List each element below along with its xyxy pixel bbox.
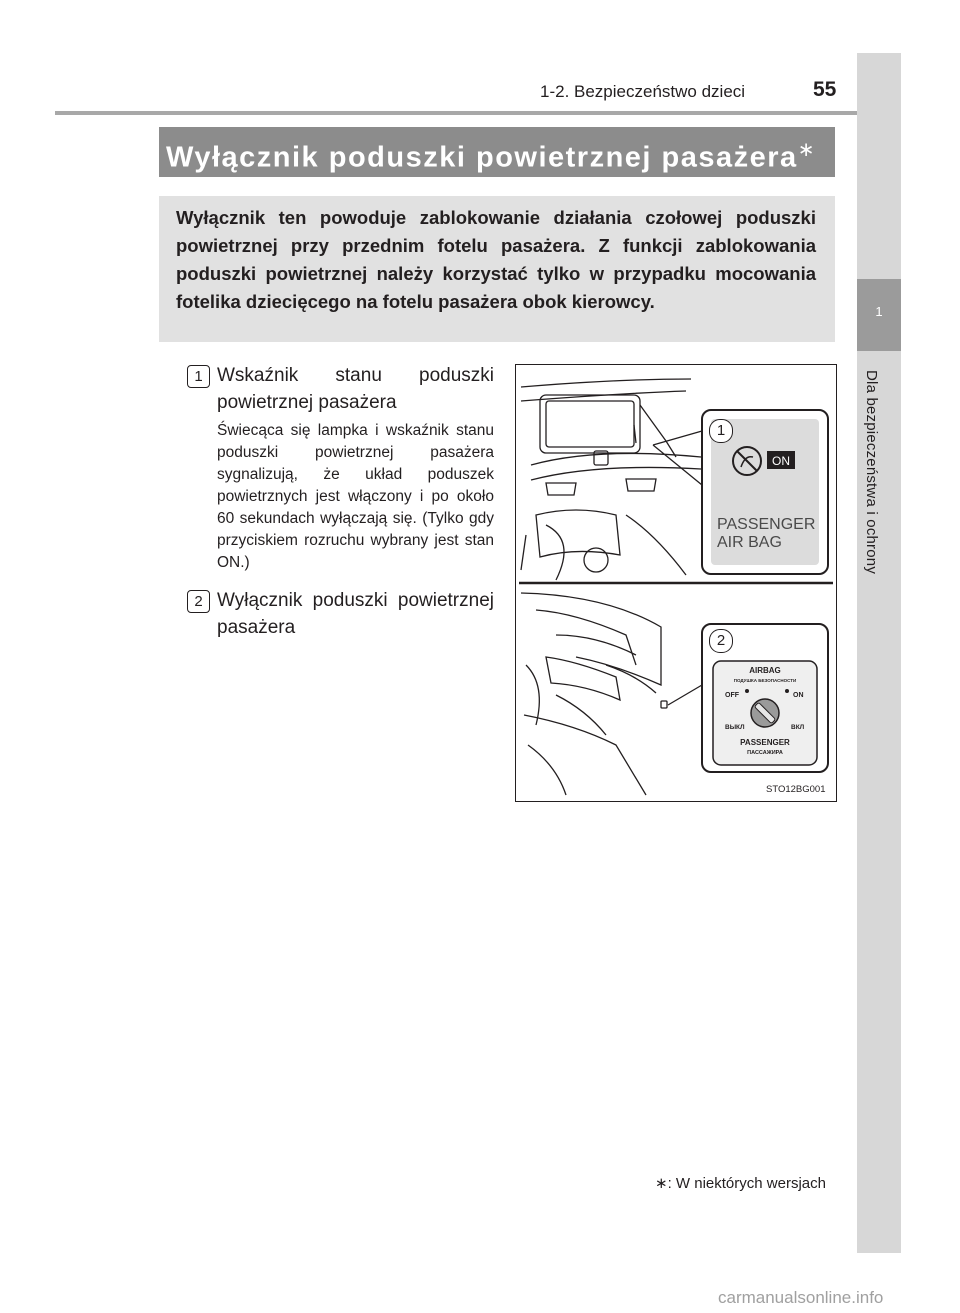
switch-on-label: ON: [793, 692, 804, 699]
indicator-on-label: ON: [772, 454, 790, 468]
item-1-title: Wskaźnik stanu poduszki powietrznej pasażera: [217, 365, 494, 413]
air-bag-label: AIR BAG: [717, 534, 782, 551]
switch-airbag-label-ru: ПОДУШКА БЕЗОПАСНОСТИ: [733, 678, 797, 683]
footnote-marker: ∗: [655, 1175, 668, 1192]
figure-code: STO12BG001: [766, 784, 826, 795]
footnote-text: : W niektórych wersjach: [667, 1175, 826, 1192]
figure-callout-2-number: 2: [709, 629, 733, 653]
switch-off-label-ru: ВЫКЛ: [725, 724, 745, 731]
switch-on-label-ru: ВКЛ: [791, 724, 805, 731]
chapter-tab: 1: [857, 279, 901, 351]
page-number: 55: [813, 78, 837, 101]
intro-text: Wyłącznik ten powoduje zablokowanie działania czołowej poduszki powietrznej przy przednim fotelu pasażera. Z funkcji zablokowania poduszki powietrznej należy korzystać tylko w przypadku mocowania fotelika dziecięcego na fotelu pasażera obok kierowcy.: [176, 207, 816, 312]
section-title-text: Wyłącznik poduszki powietrznej pasażera: [166, 141, 798, 174]
watermark: carmanualsonline.info: [718, 1288, 884, 1307]
switch-passenger-label: PASSENGER: [740, 738, 790, 747]
section-header: 1-2. Bezpieczeństwo dzieci: [540, 82, 746, 101]
footnote: [655, 1174, 826, 1192]
item-1-description: Świecąca się lampka i wskaźnik stanu poduszki powietrznej pasażera sygnalizują, że układ poduszek powietrznych jest włączony i po około 60 sekundach wyłączają się. (Tylko gdy przyciskiem rozruchu wybrany jest stan ON.): [217, 422, 494, 571]
passenger-label: PASSENGER: [717, 516, 816, 533]
switch-airbag-label: AIRBAG: [749, 666, 781, 675]
figure-callout-1-number: 1: [709, 419, 733, 443]
airbag-figure: [515, 364, 837, 802]
switch-passenger-label-ru: ПАССАЖИРА: [747, 750, 783, 756]
title-footnote-marker: ∗: [797, 139, 816, 161]
section-title: [166, 137, 816, 175]
chapter-sidebar: [857, 53, 901, 1253]
header-divider: [55, 111, 857, 115]
item-2-title: Wyłącznik poduszki powietrznej pasażera: [217, 590, 494, 638]
chapter-title-vertical: Dla bezpieczeństwa i ochrony: [863, 370, 880, 575]
switch-off-label: OFF: [725, 692, 739, 699]
item-1-number: 1: [187, 365, 210, 388]
item-2-number: 2: [187, 590, 210, 613]
